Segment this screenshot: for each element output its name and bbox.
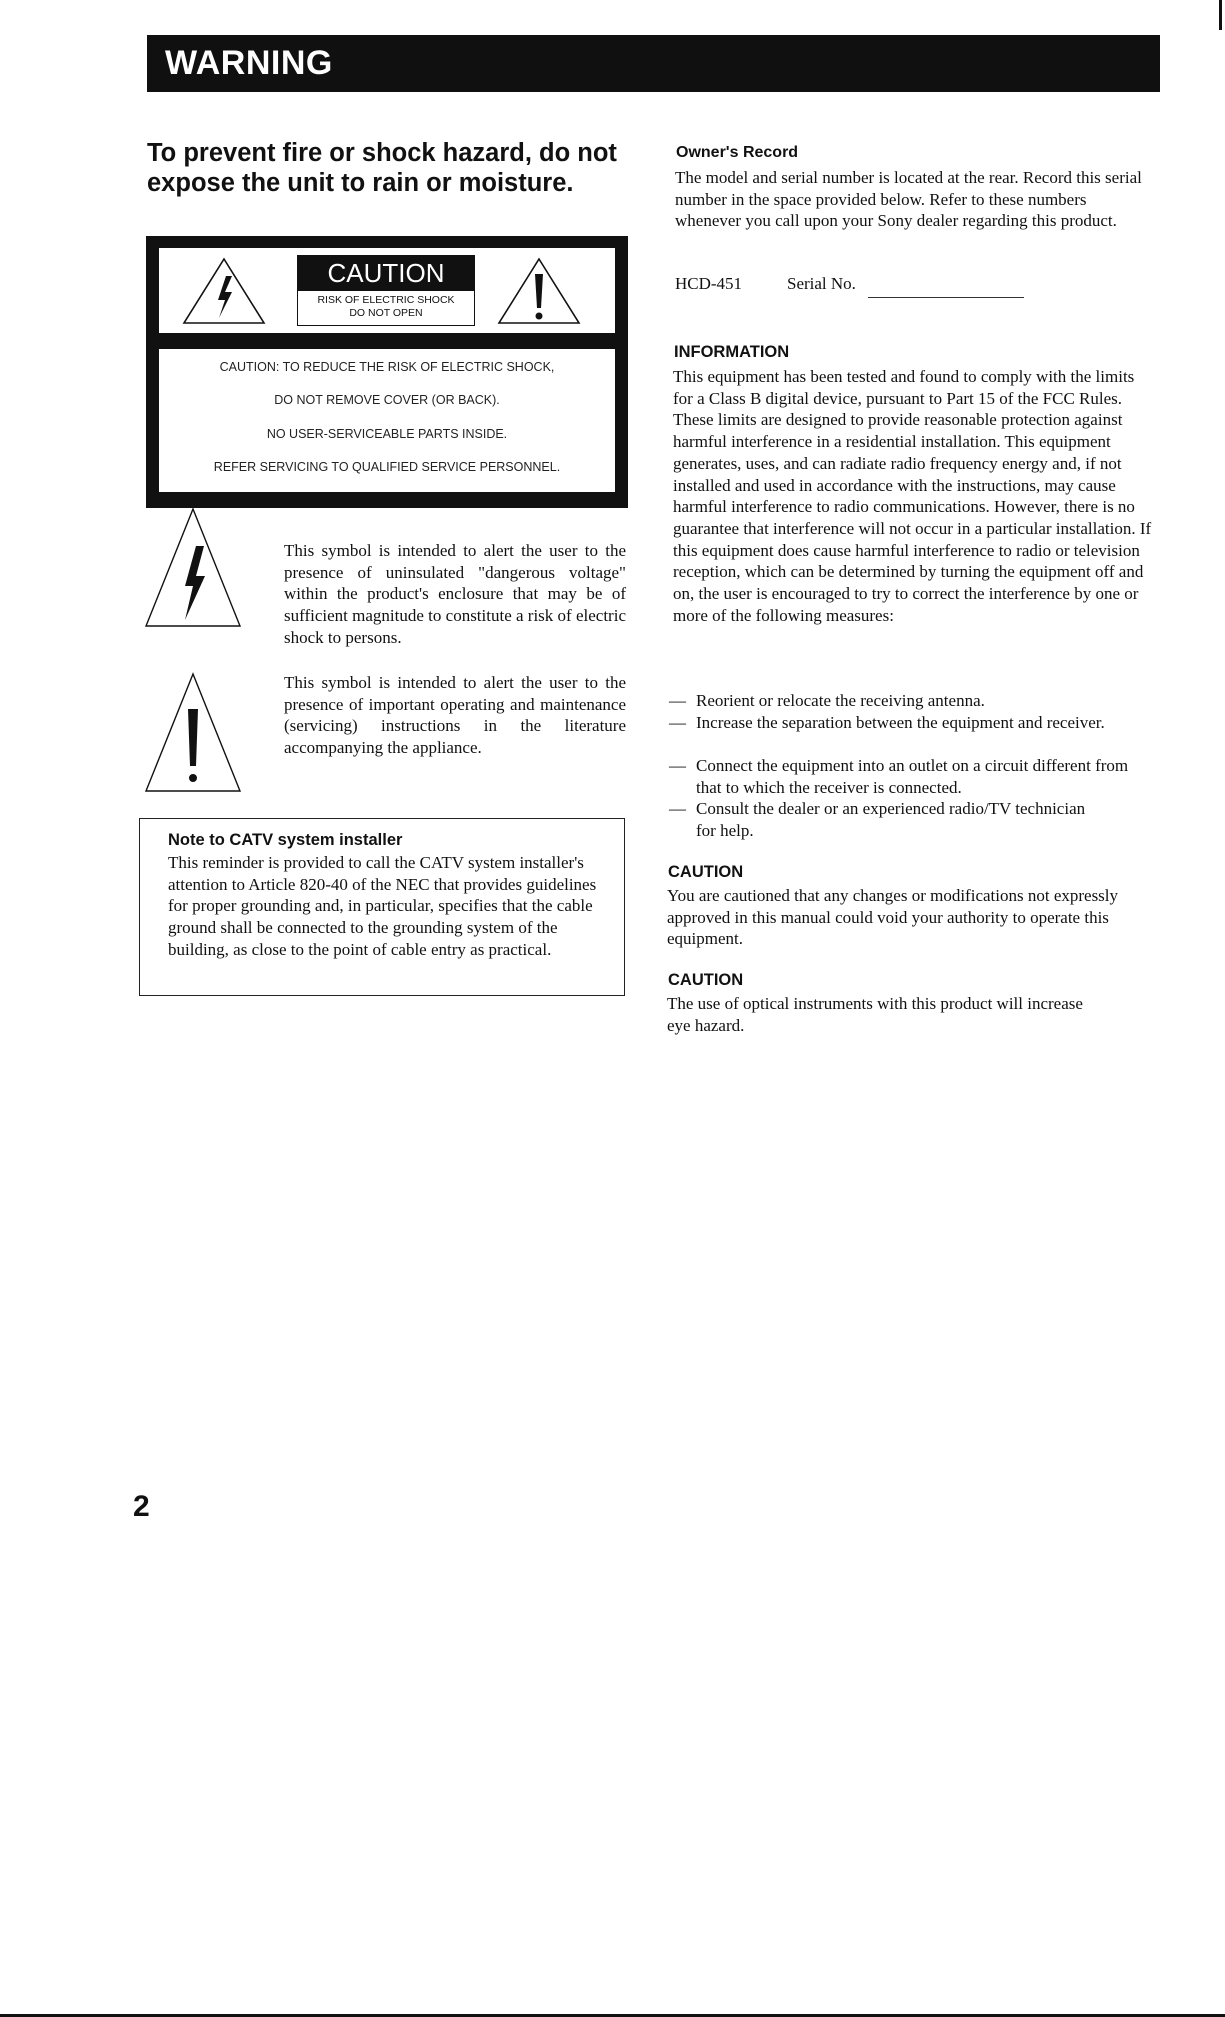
- panel-line-4: REFER SERVICING TO QUALIFIED SERVICE PERSONNEL.: [213, 460, 561, 474]
- catv-title: Note to CATV system installer: [168, 831, 403, 849]
- exclamation-symbol-icon: [143, 671, 243, 794]
- caution-title: CAUTION: [668, 971, 744, 989]
- dash-bullet: —: [669, 691, 686, 710]
- panel-line-1: CAUTION: TO REDUCE THE RISK OF ELECTRIC SHOCK,: [219, 360, 555, 374]
- caution-sub-open: DO NOT OPEN: [349, 307, 423, 319]
- panel-line-3: NO USER-SERVICEABLE PARTS INSIDE.: [266, 427, 508, 441]
- exclamation-warning-icon: [497, 256, 582, 326]
- caution-body: The use of optical instruments with this product will increase eye hazard.: [667, 994, 1083, 1035]
- exclamation-symbol-text: This symbol is intended to alert the user to the presence of important operating and maintenance (servicing) instructions in the literature accompanying the appliance.: [284, 673, 626, 758]
- lightning-symbol-text: This symbol is intended to alert the user to the presence of uninsulated "dangerous voltage" within the product's enclosure that may be of sufficient magnitude to constitute a risk of electric shock to persons.: [284, 541, 626, 647]
- warning-title: WARNING: [165, 44, 333, 82]
- measure-item: [669, 755, 1129, 798]
- measure-item: [669, 798, 1089, 841]
- page-number: 2: [133, 1490, 150, 1523]
- catv-body: This reminder is provided to call the CATV system installer's attention to Article 820-40 of the NEC that provides guidelines for proper grounding and, in particular, specifies that the cable ground shall be connected to the grounding system of the building, as close to the point of cable entry as practical.: [168, 853, 597, 959]
- serial-label: Serial No.: [787, 274, 856, 293]
- information-title: INFORMATION: [674, 343, 790, 361]
- dash-bullet: —: [669, 756, 686, 775]
- owners-record-body: The model and serial number is located at the rear. Record this serial number in the space provided below. Refer to these numbers whenever you call upon your Sony dealer regarding this product.: [675, 168, 1142, 231]
- caution-title: CAUTION: [668, 863, 744, 881]
- measure-text: Connect the equipment into an outlet on a circuit different from that to which the receiver is connected.: [696, 756, 1129, 797]
- model-number: HCD-451: [675, 274, 743, 293]
- panel-line-2: DO NOT REMOVE COVER (OR BACK).: [274, 393, 500, 407]
- measure-text: Increase the separation between the equipment and receiver.: [696, 713, 1105, 732]
- caution-body: You are cautioned that any changes or modifications not expressly approved in this manual could void your authority to operate this equipment.: [667, 886, 1119, 949]
- headline: To prevent fire or shock hazard, do not expose the unit to rain or moisture.: [147, 139, 617, 197]
- caution-label: CAUTION: [327, 258, 445, 288]
- lightning-warning-icon: [182, 256, 267, 326]
- dash-bullet: —: [669, 713, 686, 732]
- owners-record-title: Owner's Record: [676, 144, 799, 161]
- edge-mark: [1219, 0, 1222, 30]
- dash-bullet: —: [669, 799, 686, 818]
- measure-text: Reorient or relocate the receiving antenna.: [696, 691, 985, 710]
- measure-item: [669, 712, 1129, 734]
- measure-text: Consult the dealer or an experienced radio/TV technician for help.: [696, 799, 1086, 840]
- measure-item: [669, 690, 1129, 712]
- lightning-symbol-icon: [143, 506, 243, 629]
- information-body: This equipment has been tested and found to comply with the limits for a Class B digital device, pursuant to Part 15 of the FCC Rules. These limits are designed to provide reasonable protection against harmful interference in a residential installation. This equipment generates, uses, and can radiate radio frequency energy and, if not installed and used in accordance with the instructions, may cause harmful interference to radio communications. However, there is no guarantee that interference will not occur in a particular installation. If this equipment does cause harmful interference to radio or television reception, which can be determined by turning the equipment off and on, the user is encouraged to try to correct the interference by one or more of the following measures:: [673, 367, 1152, 625]
- serial-number-blank: [868, 297, 1024, 298]
- caution-sub-risk: RISK OF ELECTRIC SHOCK: [317, 294, 455, 306]
